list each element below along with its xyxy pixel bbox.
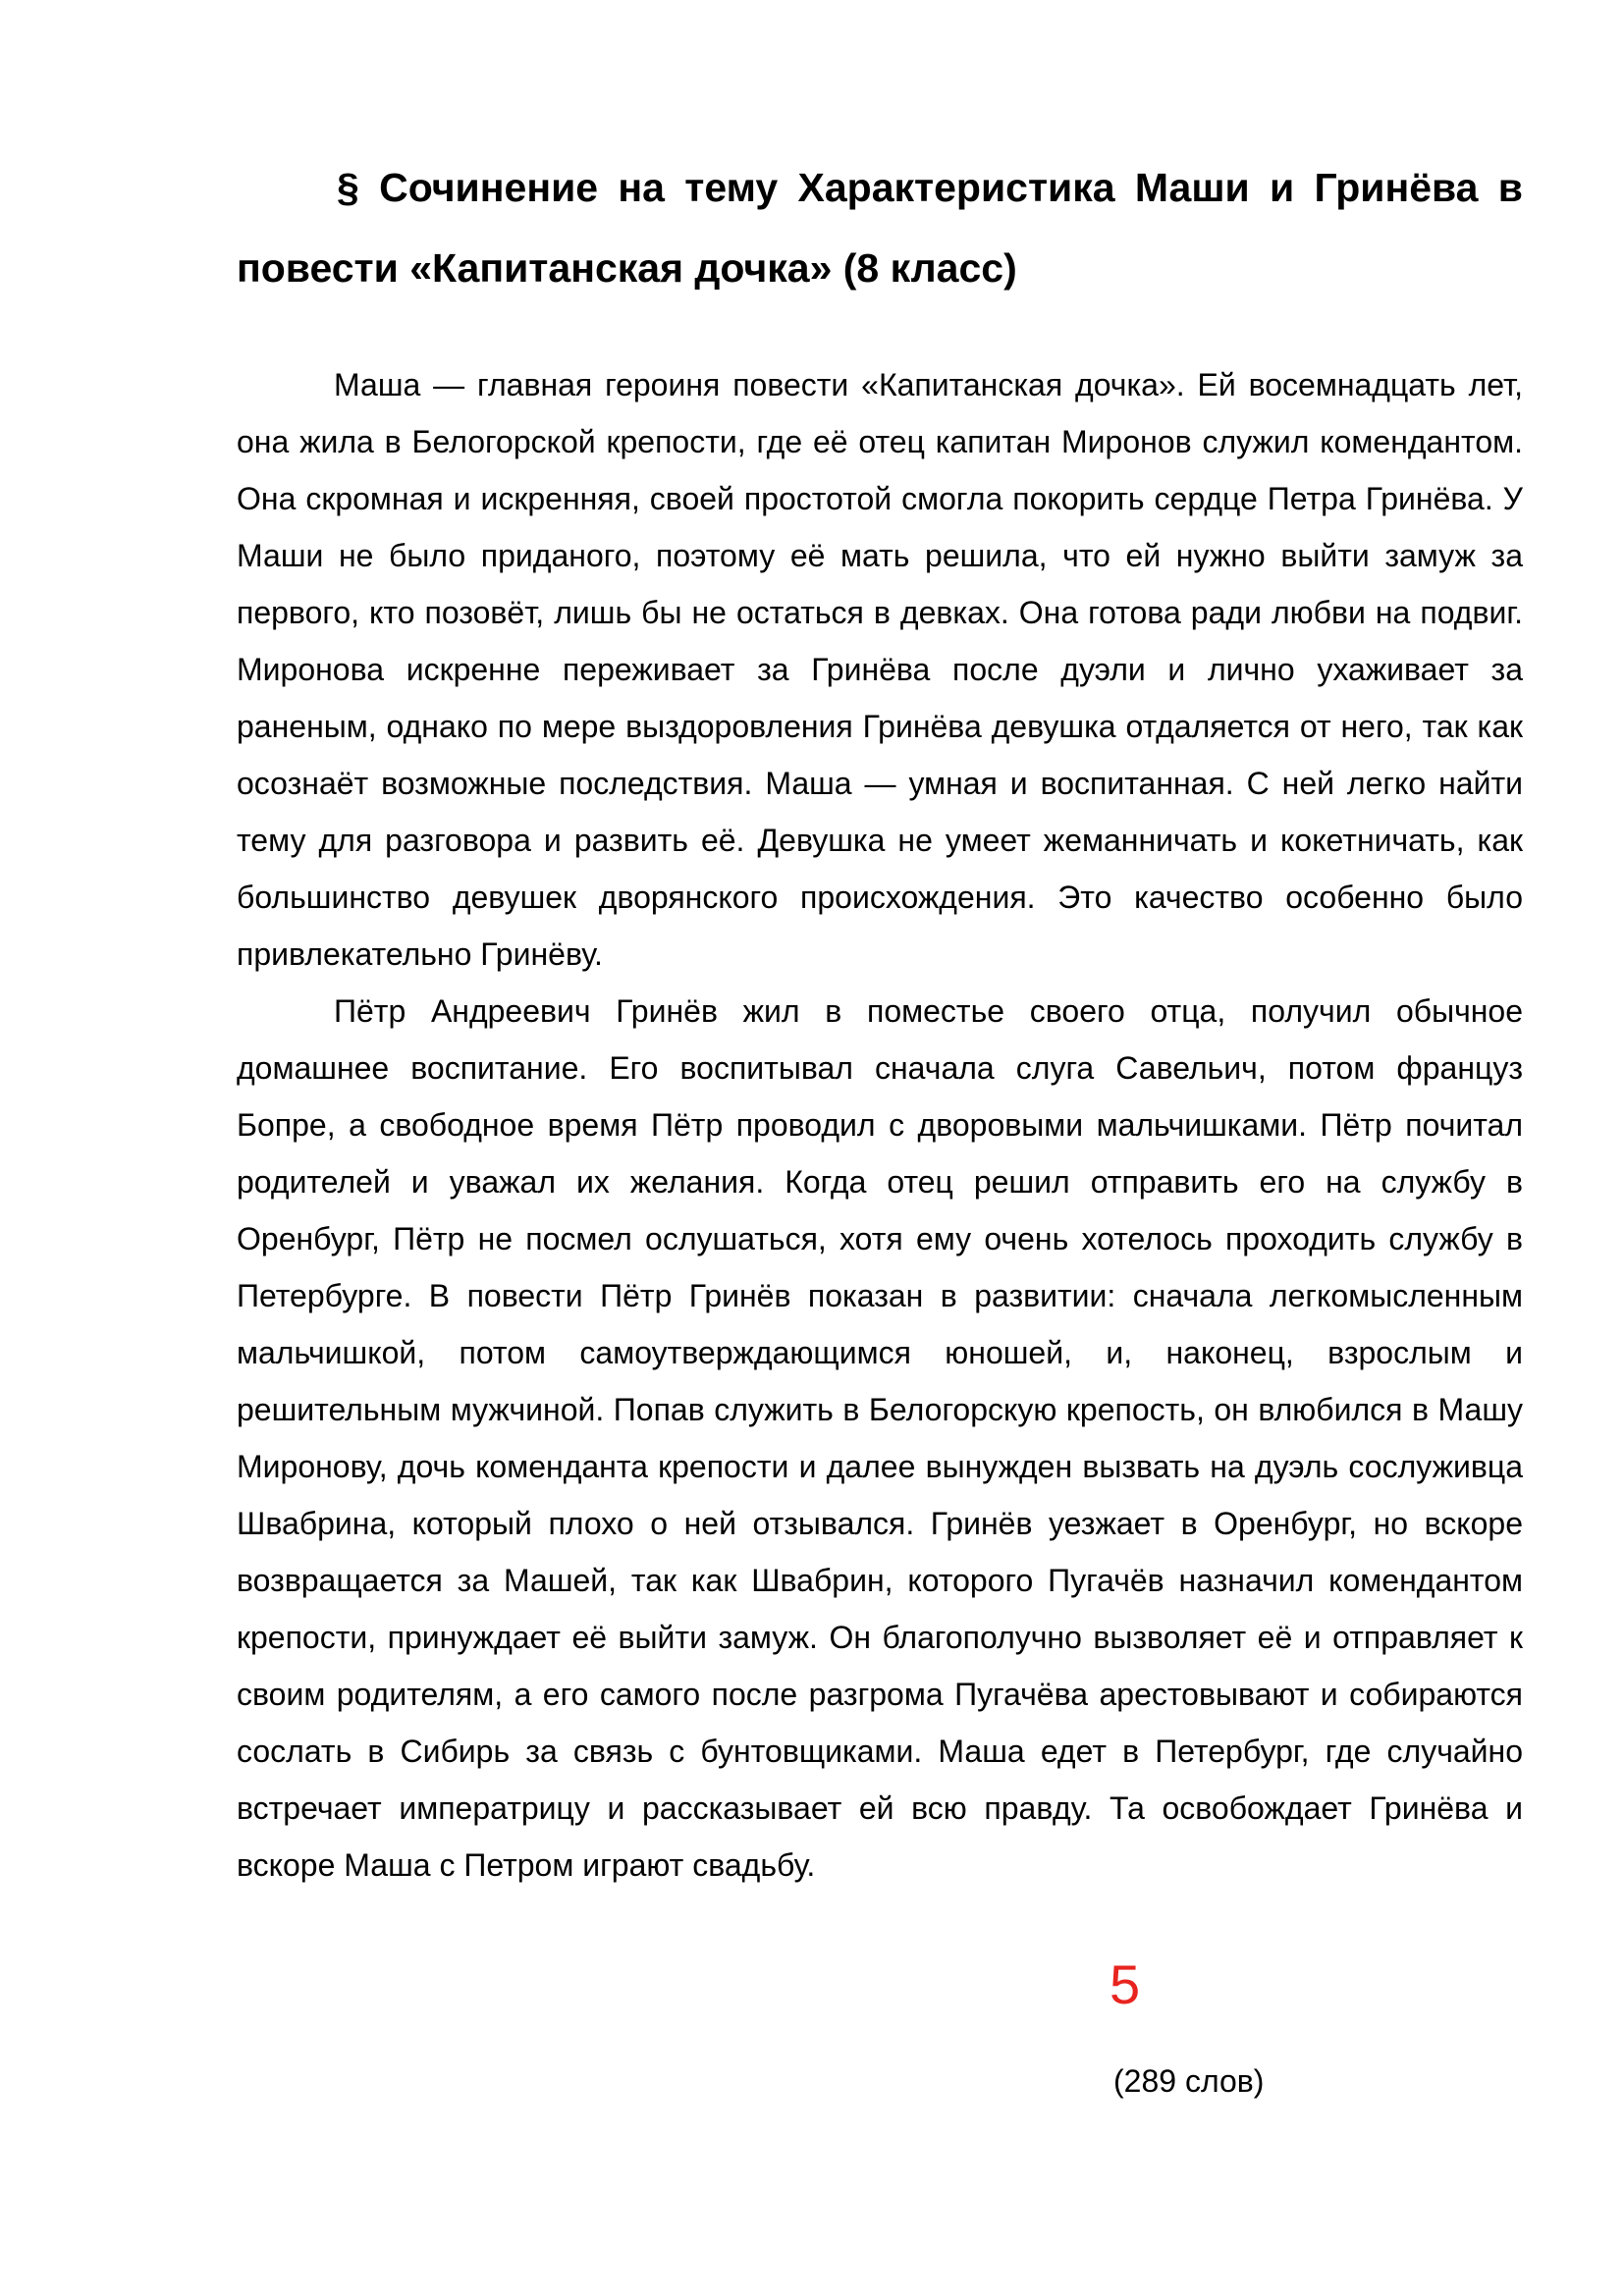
word-count: (289 слов) bbox=[1113, 2063, 1265, 2099]
paragraph-masha: Маша — главная героиня повести «Капитанская дочка». Ей восемнадцать лет, она жила в Белогорской крепости, где её отец капитан Миронов служил комендантом. Она скромная и искренняя, своей простотой смогла покорить сердце Петра Гринёва. У Маши не было приданого, поэтому её мать решила, что ей нужно выйти замуж за первого, кто позовёт, лишь бы не остаться в девках. Она готова ради любви на подвиг. Миронова искренне переживает за Гринёва после дуэли и лично ухаживает за раненым, однако по мере выздоровления Гринёва девушка отдаляется от него, так как осознаёт возможные последствия. Маша — умная и воспитанная. С ней легко найти тему для разговора и развить её. Девушка не умеет жеманничать и кокетничать, как большинство девушек дворянского происхождения. Это качество особенно было привлекательно Гринёву. bbox=[237, 367, 1523, 972]
essay-title: § Сочинение на тему Характеристика Маши и Гринёва в повести «Капитанская дочка» (8 класс) bbox=[237, 165, 1523, 291]
paragraph-grinev: Пётр Андреевич Гринёв жил в поместье своего отца, получил обычное домашнее воспитание. Его воспитывал сначала слуга Савельич, потом француз Бопре, а свободное время Пётр проводил с дворовыми мальчишками. Пётр почитал родителей и уважал их желания. Когда отец решил отправить его на службу в Оренбург, Пётр не посмел ослушаться, хотя ему очень хотелось проходить службу в Петербурге. В повести Пётр Гринёв показан в развитии: сначала легкомысленным мальчишкой, потом самоутверждающимся юношей, и, наконец, взрослым и решительным мужчиной. Попав служить в Белогорскую крепость, он влюбился в Машу Миронову, дочь коменданта крепости и далее вынужден вызвать на дуэль сослуживца Швабрина, который плохо о ней отзывался. Гринёв уезжает в Оренбург, но вскоре возвращается за Машей, так как Швабрин, которого Пугачёв назначил комендантом крепости, принуждает её выйти замуж. Он благополучно вызволяет её и отправляет к своим родителям, а его самого после разгрома Пугачёва арестовывают и собираются сослать в Сибирь за связь с бунтовщиками. Маша едет в Петербург, где случайно встречает императрицу и рассказывает ей всю правду. Та освобождает Гринёва и вскоре Маша с Петром играют свадьбу. bbox=[237, 993, 1523, 1883]
grade-mark: 5 bbox=[1110, 1953, 1141, 2015]
essay-body bbox=[237, 356, 1523, 1894]
